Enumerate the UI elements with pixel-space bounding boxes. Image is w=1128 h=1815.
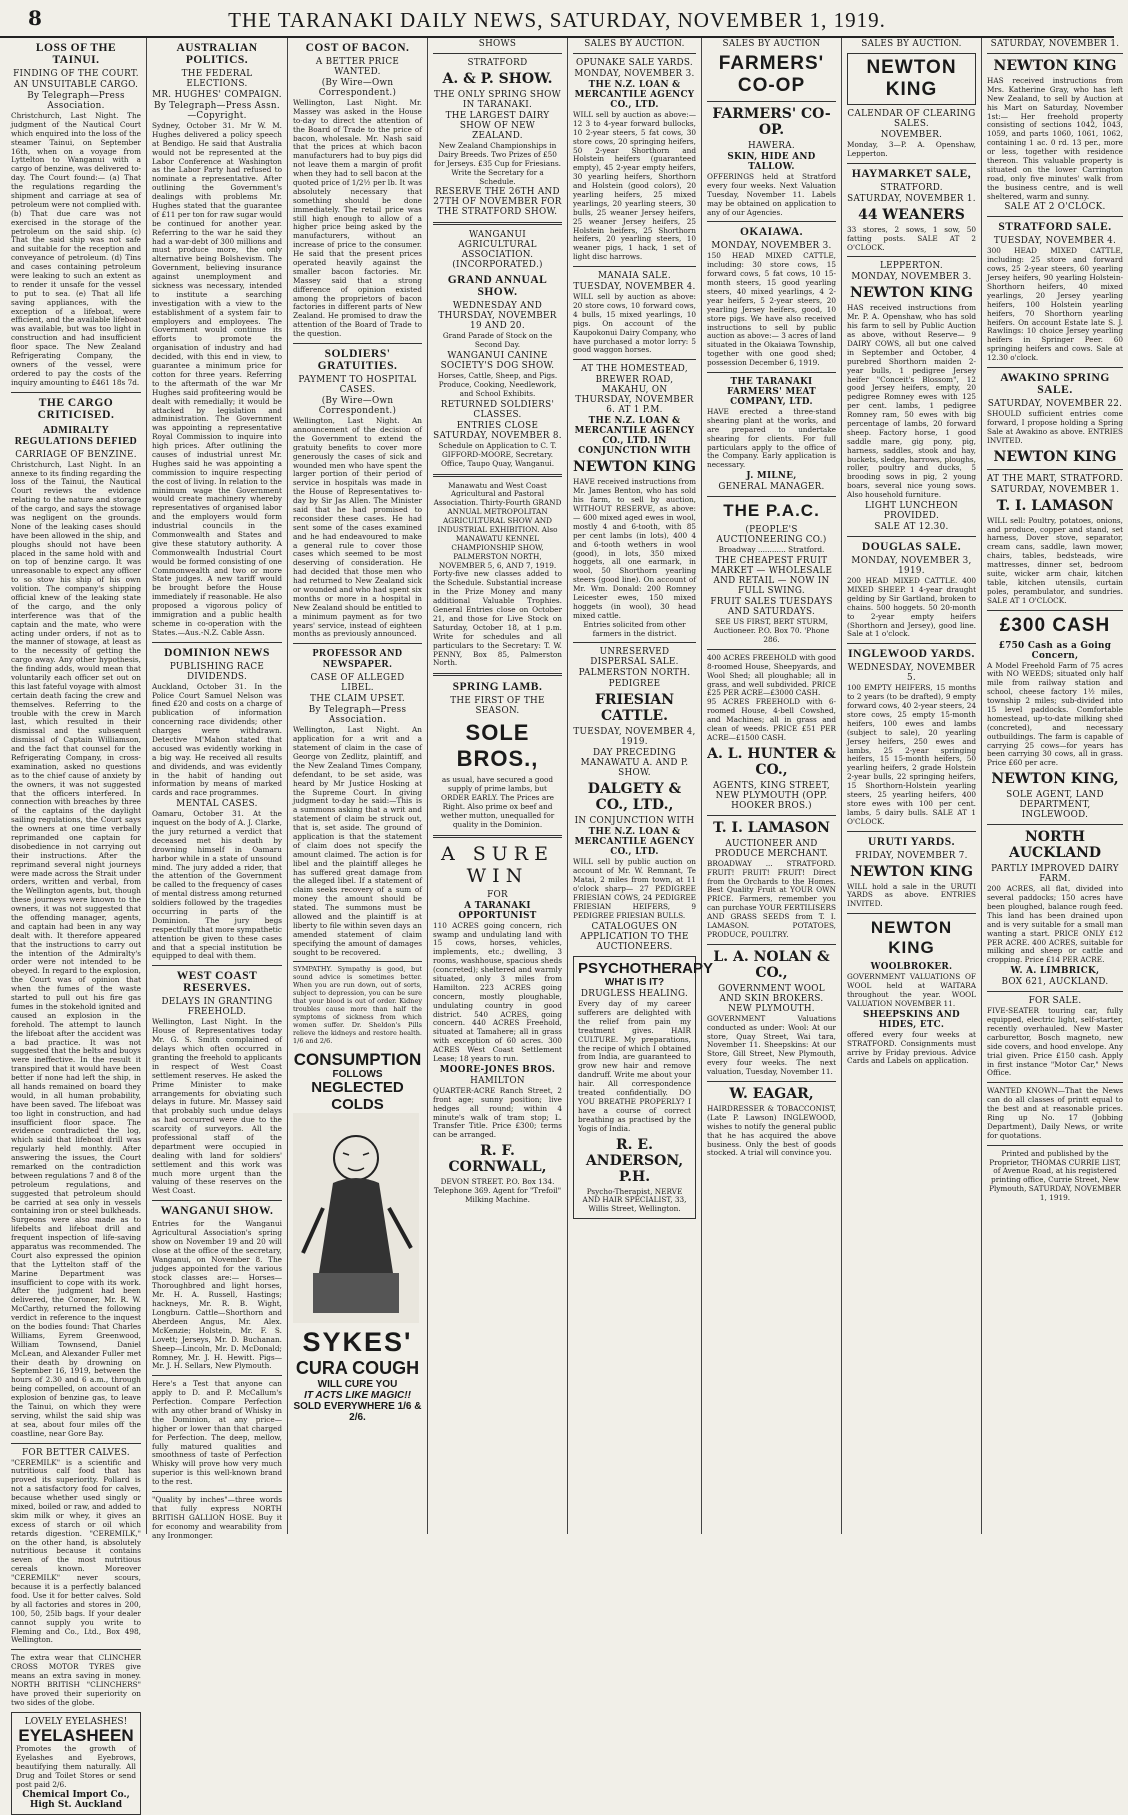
subhead-mental: MENTAL CASES. [176, 799, 258, 810]
saturday-nov1-b: SATURDAY, NOVEMBER 1. [990, 484, 1120, 495]
championships: New Zealand Championships in Dairy Breeds. Two Prizes of £50 for Jerseys. £35 Cup for Friesians. Write the Secretary for a Schedule. [433, 141, 562, 186]
newton-king-small: NEWTON KING [573, 459, 696, 476]
divider [987, 991, 1123, 992]
section-sales: SALES BY AUCTION. [584, 39, 685, 49]
subhead-finding: FINDING OF THE COURT. [13, 69, 139, 79]
awakino-sale: AWAKINO SPRING SALE. [1000, 372, 1110, 397]
ad-psychotherapy [573, 956, 714, 1220]
schedule-info: Schedule on Application to C. T. GIFFORD-MOORE, Secretary. Office, Taupo Quay, Wanganui. [438, 440, 557, 468]
article-admiralty: Christchurch, Last Night. In an annexe to its finding regarding the loss of the Tainui, the Nautical Court reviews the evidence relating to the nature and storage of the cargo, and says the stowage was negligent on the grounds. None of the leaking cases should have been allowed in the ship, and ploughs should not have been placed in the same hold with and on top of benzine cargo. It was unreasonable to expect any officer to so stow his ship of his own volition. The company's shipping official knew of the leaking state of the cargo, and the only interference was that of the captain and the mate, who were acting under orders, if not as to the manner of stowage, at least as to the necessity of getting the cargo away. Any other hypothesis, the finding adds, would mean that voluntarily each officer set out on this last fateful voyage with almost certain death facing the crew and themselves. Referring to the trouble with the crew in March last, which resulted in their dismissal and the subsequent dismissal of Captain Williamson, and the fact that counsel for the Refrigerating Company, in cross-examination, asked no questions as to the chief cause of anxiety by the owners, it was not suggested that the officers interfered. In connection with breaches by three of the captains of the daylight sailing regulations, the Court says the owners at one time verbally reprimanded one captain for disobedience in not carrying out their instructions. After the reprimand several night journeys were made across the Strait under orders, written and verbal, from the Wellington agents, but, though these journeys were known to the owners, it was not suggested that the offending manager, agents, and captain had been in any way dealt with. It therefore appeared that the instructions to carry out the intention of the Admiralty's order were not intended to be obeyed. In regard to the explosion, the Court was of opinion that when the fumes of the waste started to pull out his fire gas fumes in the stokehold ignited and caused an explosion in the forehold. The attempt to launch the lifeboat after the accident was a bad practice. It was not suggested that the belts and buoys were ineffective. In the result it transpired that it would have been better if none had left the ship, in all hands remained on board they would, in all human probability, have been saved. The lifeboat was too light in construction, and had insufficient floor space. The evidence contradicted the log, which said that lifeboat drill was regularly held monthly. After answering the issues, the Court remarked on the contradiction between regulations 7 and 8 of the petroleum regulations, and suggested that petroleum should be carried at sea only in vessels containing iron or steel bulkheads. Surgeons were also made as to lifebelts and lifeboat drill and frequent inspection of life-saving apparatus was recommended. The Court also expressed the opinion that the Lyttelton staff of the Marine Department was insufficient to cope with its work. After the judgment had been delivered, the Coroner, Mr. R. W. McCarthy, returned the following verdict in reference to the inquest on the bodies found: That Charles Williams, Eyrem Greenwood, William Townsend, Daniel McLean, and Alexander Fuller met their death by drowning on September 16, 1919, between the hours of 2.30 and 6 a.m., through being compelled, on account of an explosion of benzine gas, to leave the Tainui, on which they were serving, whilst the said ship was at sea, about four miles off the coastline, near Gore Bay. [11, 459, 141, 1438]
newton-king-awakino: NEWTON KING [993, 448, 1117, 465]
sykes-line2: CURA COUGH [295, 1358, 420, 1379]
divider [707, 372, 836, 373]
going-body: A Model Freehold Farm of 75 acres with NO WEEDS; situated only half mile from railway station and school, cheese factory 1½ miles, township 2 miles; sub-divided into 15 level paddocks. Comfortable homestead, up-to-date milking shed (concreted), and necessary outbuildings. The farm is capable of carrying 25 cows—for years has been carrying 30 cows, all in grass. Price £60 per acre. [987, 660, 1123, 768]
farmers-coop-title: FARMERS' CO-OP [718, 53, 825, 96]
ad-eyelasheen [11, 1712, 141, 1815]
november: NOVEMBER. [880, 130, 943, 140]
headline-west-coast: WEST COAST RESERVES. [176, 970, 258, 995]
anderson: R. E. ANDERSON, P.H. [585, 1136, 684, 1185]
article-gratuities: Wellington, Last Night. An announcement of the decision of the Government to extend the gratuity benefits to cover more generously the cases of sick and wounded men who have spent the larger portion of their period of service in hospitals was made in the House of Representatives to-day by Sir Jas Allen. The Minister said that he had promised to reconsider these cases. He had sent some of the cases examined and he had endeavoured to make a general rule to cover those cases which seemed to be most deserving of consideration. He had decided that those men who had returned to New Zealand sick or wounded and who had spent six months or more in a hospital in New Zealand should be entitled to a minimum payment as for two years' service, instead of eighteen months as previously announced. [293, 416, 422, 639]
calendar: CALENDAR OF CLEARING SALES. [847, 109, 976, 129]
grand-parade: Grand Parade of Stock on the Second Day. [442, 331, 553, 350]
sick-figure-illustration [293, 1113, 419, 1323]
headline-dominion: DOMINION NEWS [164, 646, 270, 659]
nz-loan-3: THE N.Z. LOAN & MERCANTILE AGENCY CO., LTD. [574, 827, 695, 858]
ap-show-title: A. & P. SHOW. [442, 71, 553, 87]
nz-loan: THE N.Z. LOAN & MERCANTILE AGENCY CO., LTD. [574, 80, 695, 110]
divider [987, 53, 1123, 54]
psycho-body: Every day of my career sufferers are delighted with the relief from pain my treatment gives. HAIR CULTURE. My preparations, the recipe of which I obtained from India, are guaranteed to grow new hair and remove dandruff. Write me about your hair. All correspondence treated confidentially. DO YOU BREATHE PROPERLY? I have a course of correct breathing as practised by the Yogis of India. [578, 999, 691, 1133]
monday-openshaw: Monday, 3—P. A. Openshaw, Lepperton. [847, 140, 976, 158]
drugless: DRUGLESS HEALING. [580, 989, 689, 1000]
article-politics: Sydney, October 31. Mr W. M. Hughes delivered a policy speech at Bendigo. He said that Australia would not be represented at the Labor Conference at Washington as the Labor Party had refused to nominate a representative. After outlining the Government's dealings with problems Mr. Hughes stated that the guarantee of £11 per ton for raw sugar would be continued for another year. Referring to the war he said they had a war-debt of 300 millions and must produce more, the only alternative being Bolshevism. The Government, believing insurance against unemployment and sickness was necessary, intended to institute a searching investigation with a view to the establishment of a system fair to employers and employees. The Government would continue its efforts to promote the organisation of industry and had decided, with this end in view, to guarantee a minimum price for cotton for three years. Referring to the aftermath of the war Mr Hughes said profiteering would be dealt with remedially; it would be attacked by legislation and administration. The Government was appointing a representative Royal Commission to inquire into high prices. After outlining the causes of industrial unrest Mr. Hughes said he was appointing a commission to inquire respecting the cost of living. In relation to the minimum wage the Government would create machinery whereby representatives of organised labor and the employers would form industrial councils in the Commonwealth and States and give these statutory authority. A Commonwealth Industrial Court would be formed consisting of one Commonwealth and two or more State judges. A new tariff would be brought before the House immediately if reasonable. He also proposed a vigorous policy of immigration and a public health scheme in co-operation with the States.—Aus.-N.Z. Cable Assn. [152, 121, 282, 637]
lepperton: LEPPERTON. [879, 261, 943, 272]
divider [707, 1081, 836, 1082]
show-dates: WEDNESDAY AND THURSDAY, NOVEMBER 19 AND 20. [438, 301, 557, 332]
douglas-list: 200 HEAD MIXED CATTLE. 400 MIXED SHEEP. 1 4-year draught gelding by Sir Gartland, broken to chains. 500 hoggets. 50 20-month to 2-year empty heifers (Shorthorn and Jersey), good line. Sale at 1 o'clock. [847, 576, 976, 639]
sheepskins: SHEEPSKINS AND HIDES, ETC. [863, 1009, 960, 1030]
page-number: 8 [28, 6, 42, 30]
eyelasheen-title: EYELASHEEN [18, 1725, 134, 1745]
returned-soldiers: RETURNED SOLDIERS' CLASSES. [440, 399, 555, 420]
sole-agent: SOLE AGENT, LAND DEPARTMENT, INGLEWOOD. [1006, 790, 1104, 821]
catalogues: CATALOGUES ON APPLICATION TO THE AUCTIONEERS. [580, 921, 689, 952]
lamason-body: BROADWAY ... STRATFORD. FRUIT! FRUIT! FRUIT! Direct from the Orchards to the Homes. Best Quality Fruit at YOUR OWN PRICE. Farmers, remember you can purchase YOUR FERTILISERS AND GRASS SEEDS from T. I. LAMASON. POTATOES, PRODUCE, POULTRY. [707, 858, 836, 939]
divider [11, 1649, 141, 1650]
headline-bacon: COST OF BACON. [305, 42, 410, 54]
north-body: 200 ACRES, all flat, divided into several paddocks; 150 acres have been ploughed, balance rough feed. This land has been drained upon and is very suitable for a small man wanting a start. PRICE ONLY £12 PER ACRE. 400 ACRES, suitable for milking and sheep or cattle and cropping. Price £14 PER ACRE. [987, 884, 1123, 965]
ad-sympathy: SYMPATHY. Sympathy is good, but sound advice is sometimes better. When you are run down, out of sorts, subject to depression, you can be sure that your blood is out of order. Kidney troubles cause more than half the symptoms of sickness from which women suffer. Dr. Sheldon's Pills relieve the kidneys and restore health. 1/6 and 2/6. [293, 965, 422, 1045]
psycho-title: PSYCHOTHERAPY [578, 959, 714, 977]
newton-king-woolbroker: NEWTON KING [870, 918, 953, 958]
column-2 [147, 38, 288, 1540]
newton-king-gray: NEWTON KING [993, 58, 1117, 74]
column-5 [568, 38, 714, 1534]
divider [11, 1443, 141, 1444]
headline-politics: AUSTRALIAN POLITICS. [176, 42, 258, 66]
woolbroker: WOOLBROKER. [870, 962, 953, 973]
monday-nov3: MONDAY, NOVEMBER 3. [851, 272, 972, 283]
divider [707, 815, 836, 816]
byline: (By Wire—Own Correspondent.) [318, 78, 397, 98]
friesian-list: WILL sell by public auction on account of Mr. W. Remnant, Te Matai, 2 miles from town, at 11 o'clock sharp— 27 PEDIGREE FRIESIAN COWS, 24 PEDIGREE FRIESIAN HEIFERS, 9 PEDIGREE FRIESIAN BULLS. [573, 857, 696, 920]
meat-company: THE TARANAKI FARMERS' MEAT COMPANY, LTD. [727, 377, 816, 408]
moore-jones: MOORE-JONES BROS. [439, 1064, 556, 1075]
skin-hide-tallow: SKIN, HIDE AND TALLOW. [727, 152, 816, 172]
headline-tainui: LOSS OF THE TAINUI. [35, 42, 117, 66]
friesian-cattle: FRIESIAN CATTLE. [594, 692, 675, 725]
general-manager: GENERAL MANAGER. [718, 482, 825, 493]
divider [433, 53, 562, 54]
canine-show: WANGANUI CANINE SOCIETY'S DOG SHOW. [440, 351, 555, 372]
unreserved-dispersal: UNRESERVED DISPERSAL SALE. [590, 647, 679, 668]
sheepskins-body: offered every four weeks at STRATFORD. Consignments must arrive by Friday previous. Advice Cards and Labels on application. [847, 1029, 976, 1066]
byline: (By Wire—Own Correspondent.) [318, 396, 397, 417]
headline-wanganui-show: WANGANUI SHOW. [160, 1205, 274, 1218]
divider [987, 469, 1123, 470]
milne: J. MILNE, [746, 471, 797, 482]
only-spring-show: THE ONLY SPRING SHOW IN TARANAKI. [433, 90, 562, 110]
monday-nov3-1919: MONDAY, NOVEMBER 3, 1919. [851, 556, 972, 577]
subhead-dividends: PUBLISHING RACE DIVIDENDS. [169, 661, 265, 682]
see-us-first: SEE US FIRST, BERT STURM, Auctioneer. P.O. Box 70. 'Phone 286. [713, 617, 830, 644]
largest-dairy-show: THE LARGEST DAIRY SHOW OF NEW ZEALAND. [445, 111, 550, 141]
at-the-mart: AT THE MART, STRATFORD. [987, 473, 1123, 484]
reserve-dates: RESERVE THE 26TH AND 27TH OF NOVEMBER FOR THE STRATFORD SHOW. [433, 187, 562, 218]
saturday-nov1: SATURDAY, NOVEMBER 1. [990, 39, 1120, 49]
nz-loan-2: THE N.Z. LOAN & MERCANTILE AGENCY CO., LTD. IN CONJUNCTION WITH [574, 416, 695, 457]
lamason-sub: AUCTIONEER AND PRODUCE MERCHANT. [714, 838, 829, 859]
divider [573, 53, 696, 54]
divider [152, 1375, 282, 1376]
manawatu-show: Manawatu and West Coast Agricultural and Pastoral Association. Thirty-Fourth GRAND ANNUAL METROPOLITAN AGRICULTURAL SHOW AND INDUSTRIAL EXHIBITION. Also MANAWATU KENNEL CHAMPIONSHIP SHOW, PALMERSTON NORTH, NOVEMBER 5, 6, AND 7, 1919. [433, 480, 562, 570]
eagar-body: HAIRDRESSER & TOBACCONIST, (Late P. Lawson) INGLEWOOD, wishes to notify the general public that he has acquired the above business. Only the best of goods stocked. A trial will convince you. [707, 1103, 836, 1158]
manawatu-body: Forty-five new classes added to the Schedule. Substantial increase in the Prize Money and many additional Valuable Trophies. General Entries close on October 21, and those for Live Stock on Saturday, October 18, at 1 p.m. Write for schedules and all particulars to the Secretary: T. W. PENNY, Box 85, Palmerston North. [433, 569, 562, 668]
section-sales: SALES BY AUCTION [722, 39, 821, 49]
consumption-line2: FOLLOWS [332, 1069, 383, 1081]
column-1 [6, 38, 147, 1810]
newton-king-banner: NEWTON KING [847, 53, 976, 105]
cornwall-address: DEVON STREET. P.O. Box 134. Telephone 369. Agent for "Trefoil" Milking Machine. [433, 1177, 562, 1204]
nolan-sub: GOVERNMENT WOOL AND SKIN BROKERS. NEW PLYMOUTH. [718, 983, 825, 1014]
divider [707, 221, 836, 222]
divider [987, 367, 1123, 368]
sure-body: 110 ACRES going concern, rich swamp and undulating land with 15 cows, horses, vehicles, implements, etc.; dwelling, 3 rooms, washhouse, spacious sheds (concreted); sheltered and warmly situated, only 3 miles from Hamilton. 223 ACRES going concern, mostly ploughable, undulating country in good district. 540 ACRES, going concern. 440 ACRES Freehold, situated at Tamahere; all in grass with exception of 60 acres. 300 ACRES West Coast Settlement Lease; 18 years to run. [433, 920, 562, 1063]
headline-admiralty: ADMIRALTY REGULATIONS DEFIED [14, 424, 138, 447]
hunter: A. L. HUNTER & CO., [707, 745, 836, 778]
divider [847, 913, 976, 914]
dalgety: DALGETY & CO., LTD., [587, 781, 682, 814]
divider [847, 831, 976, 832]
divider [433, 222, 562, 225]
haymarket-sale: HAYMARKET SALE, [851, 167, 972, 180]
monday-nov3: MONDAY, NOVEMBER 3. [711, 241, 832, 252]
stratford: STRATFORD. [880, 182, 943, 193]
sole-bros: SOLE BROS., [456, 720, 539, 772]
in-conjunction: IN CONJUNCTION WITH [574, 816, 695, 827]
ad-consumption [293, 1051, 422, 1424]
column-8 [982, 38, 1128, 1534]
for-sale: FOR SALE. [1028, 996, 1082, 1007]
entries-solicited: Entries solicited from other farmers in the district. [583, 619, 686, 638]
sykes-line4: IT ACTS LIKE MAGIC!! [304, 1390, 411, 1402]
manaia-sale: MANAIA SALE. [597, 271, 672, 282]
manaia-list: WILL sell by auction as above: 20 store cows, 10 forward cows, 4 bulls, 15 mixed yearlings, 10 pigs. On account of the Kaupokonui Dairy Company, who have purchased a motor lorry: 5 good waggon horses. [573, 292, 696, 355]
going-concern: £750 Cash as a Going Concern, [998, 640, 1112, 661]
divider [987, 824, 1123, 825]
wednesday-nov5: WEDNESDAY, NOVEMBER 5. [847, 663, 976, 684]
okaiawa: OKAIAWA. [739, 226, 804, 239]
divider [707, 101, 836, 102]
spring-lamb: SPRING LAMB. [452, 681, 543, 694]
column-4 [428, 38, 568, 1534]
ad-hose: "Quality by inches"—three words that fully express NORTH BRITISH GALLION HOSE. Buy it for economy and wearability from any Ironmonger. [152, 1495, 282, 1540]
monday-nov3: MONDAY, NOVEMBER 3. [574, 69, 695, 79]
anderson-sub: Psycho-Therapist, NERVE AND HAIR SPECIALIST, 33, Willis Street, Wellington. [582, 1186, 687, 1214]
divider [847, 256, 976, 257]
subhead-better-price: A BETTER PRICE WANTED. [315, 57, 400, 77]
quarter-acre: QUARTER-ACRE Ranch Street, 2 front age; sunny position; live hedges all round; within 4 minute's walk of tram stop; L. Transfer Title. Price £300; terms can be arranged. [433, 1085, 562, 1140]
pac-sub: (PEOPLE'S AUCTIONEERING CO.) [716, 525, 827, 546]
palmerston-north: PALMERSTON NORTH. [578, 668, 691, 679]
weaners-list: 33 stores, 2 sows, 1 sow, 50 fatting posts. SALE AT 2 O'CLOCK. [847, 224, 976, 252]
mart-list: WILL sell: Poultry, potatoes, onions, and produce, copper and stand, set harness, Dover stove, separator, cream cans, saddle, lawn mower, chairs, tables, bedsteads, wire mattresses, dinner set, bedroom suite, wicker arm chair, kitchen table, kitchen utensils, curtain poles, perambulator, and sundries. SALE AT 1 O'CLOCK. [987, 515, 1123, 605]
section-shows: SHOWS [478, 39, 517, 49]
divider [152, 1491, 282, 1492]
cash-300: £300 CASH [999, 614, 1111, 636]
weaners: 44 WEANERS [858, 206, 965, 223]
divider [847, 536, 976, 537]
divider [293, 643, 422, 644]
what-is-it: WHAT IS IT? [604, 977, 665, 989]
article-west-coast: Wellington, Last Night. In the House of Representatives today Mr. G. S. Smith complained of delays which often occurred in granting the freehold to applicants in respect of West Coast settlement reserves. He asked the Prime Minister to make arrangements for obviating such delays in future. Mr. Massey said that probably such undue delays as had occurred were due to the scarcity of surveyors. All the professional staff of the department were occupied in dealing with land for soldiers' settlement and this work was much more urgent than the valuing of these reserves on the West Coast. [152, 1017, 282, 1196]
divider [433, 474, 562, 477]
hunter-sub: AGENTS, KING STREET, NEW PLYMOUTH (OPP. HOOKER BROS.) [713, 780, 830, 811]
divider [847, 163, 976, 164]
broadway: Broadway ............ Stratford. [718, 545, 825, 555]
nolan-body: GOVERNMENT Valuations conducted as under: Wool: At our store, Quay Street, Wai tara, November 11. Sheepskins: At our Store, Gill Street, New Plymouth, every four weeks. The next valuation, Tuesday, November 11. [707, 1013, 836, 1077]
divider [433, 673, 562, 676]
tuesday-nov4-1919: TUESDAY, NOVEMBER 4, 1919. [573, 727, 696, 748]
hamilton: HAMILTON [470, 1075, 525, 1086]
for-sale-body: FIVE-SEATER touring car, fully equipped, electric light, self-starter, recently overhauled. New Master carburettor, Bosch magneto, new side covers, and hood envelope. Any trial given. Price £150 cash. Apply in first instance "Motor Car," News Office. [987, 1006, 1123, 1078]
douglas-sale: DOUGLAS SALE. [861, 541, 962, 554]
entries-close: ENTRIES CLOSE SATURDAY, NOVEMBER 8. [433, 420, 562, 441]
katherine-gray: HAS received instructions from Mrs. Katherine Gray, who has left New Zealand, to sell by Auction at his Mart on Saturday, November 1st:— Her freehold property consisting of sections 1042, 1043, 1059, and parts 1060, 1061, 1062, containing 1 ac. 0 rd. 13 per., more or less, together with residence thereon. This valuable property is situated on the lower Carrington road, only five minutes' walk from the business centre, and is well sheltered, warm and sunny. [987, 76, 1123, 201]
pedigree: PEDIGREE [608, 679, 661, 690]
skin-body: OFFERINGS held at Stratford every four weeks. Next Valuation Tuesday, November 11. Labels may be obtained on application to any of our Agencies. [707, 172, 836, 217]
divider [987, 610, 1123, 611]
stratford-sale: STRATFORD SALE. [998, 221, 1112, 234]
headline-gratuities: SOLDIERS' GRATUITIES. [317, 348, 398, 373]
divider [433, 835, 562, 838]
friday-nov7: FRIDAY, NOVEMBER 7. [855, 850, 968, 861]
sale-2: SALE AT 2 O'CLOCK. [1004, 202, 1106, 213]
article-mental: Oamaru, October 31. At the inquest on the body of A. J. Clarke, the jury returned a verdict that deceased met his death by drowning himself in Oamaru harbor while in a state of unsound mind. The jury added a rider, that the attention of the Government be called to the frequency of cases of mental distress among returned soldiers followed by the tragedies occurring in parts of the Dominion. The jury begs respectfully that more sympathetic attention be given to these cases and that a special institution be equipped to deal with them. [152, 809, 282, 961]
stratford-label: STRATFORD [467, 58, 528, 68]
article-bacon: Wellington, Last Night. Mr. Massey was asked in the House to-day to direct the attention of the Board of Trade to the price of bacon, wholesale. Mr. Nash said that the prices at which bacon manufacturers had to buy pigs did not leave them a margin of profit when they had to sell bacon at the quoted price of 1/2½ per lb. It was absolutely necessary that something should be done immediately. The retail price was still high enough to allow of a higher price being asked by the manufacturers, without an increase of price to the consumer. He said that the present prices operated heavily against the smaller bacon factories. Mr. Massey said that a strong difference of opinion existed among the proprietors of bacon factories in different parts of New Zealand. He promised to draw the attention of the Board of Trade to the question. [293, 98, 422, 339]
awakino-body: SHOULD sufficient entries come forward, I propose holding a Spring Sale at Awakino as above. ENTRIES INVITED. [987, 409, 1123, 445]
eagar: W. EAGAR, [729, 1085, 814, 1102]
divider [847, 643, 976, 644]
headline-calves: FOR BETTER CALVES. [22, 1447, 130, 1458]
subhead-cargo: AN UNSUITABLE CARGO. [13, 80, 139, 90]
ad-perfection: Here's a Test that anyone can apply to D. and P. McCallum's Perfection. Compare Perfection with any other brand of Whisky in the Dominion, at any price—higher or lower than that charged for Perfection. The deep, mellow, fully matured qualities and smoothness of taste of Perfection Whisky will prove how very much superior is this well-known brand to the rest. [152, 1379, 282, 1487]
taranaki-opportunist: A TARANAKI OPPORTUNIST [458, 900, 537, 921]
divider [293, 343, 422, 344]
divider [987, 1082, 1123, 1083]
brewer-road: BREWER ROAD, MAKAHU, ON THURSDAY, NOVEMBER 6. AT 1 P.M. [575, 375, 694, 416]
cheapest-fruit: THE CHEAPEST FRUIT MARKET — WHOLESALE AND RETAIL — NOW IN FULL SWING. [710, 556, 833, 597]
ad-ceremilk: "CEREMILK" is a scientific and nutritious calf food that has proved its superiority. Pollard is not a satisfactory food for calves, because whether used singly or mixed, boiled or raw, and added to skim milk or whey, it gives an excess of starch or oil which retards digestion. "CEREMILK," on the other hand, is absolutely nutritious because it contains seven of the most nutritious cereals known. Moreover "CEREMILK" never scours, because it is a perfectly balanced food. Use it for better calves. Sold by all factories and stores in 200, 100, 50, 25lb bags. If your dealer cannot supply you write to Fleming and Co., Ltd., Box 498, Wellington. [11, 1457, 141, 1645]
article-wanganui-show: Entries for the Wanganui Agricultural Association's spring show on November 19 and 20 will close at the office of the secretary, Wanganui, on November 8. The judges appointed for the various stock classes are:— Horses—Thoroughbred and light horses, Mr. H. A. Russell, Hastings; hackneys, Mr. R. B. Wight, Longburn. Cattle—Shorthorn and Aberdeen Angus, Mr. Alex. McKenzie; Holstein, Mr. F. S. Lovett; Jerseys, Mr. D. Buchanan. Sheep—Lincoln, Mr. D. McDonald; Romney, Mr. J. H. Hewitt. Pigs—Mr. J. H. Sellars, New Plymouth. [152, 1219, 282, 1371]
cornwall: R. F. CORNWALL, [448, 1143, 547, 1176]
nolan: L. A. NOLAN & CO., [713, 948, 830, 981]
wanted-known: WANTED KNOWN—That the News can do all classes of printt equal to the best and at reasonable prices. Ring up No. 17 (Jobbing Department), Daily News, or write for quotations. [987, 1086, 1123, 1140]
section-sales: SALES BY AUCTION. [861, 39, 962, 49]
eyelasheen-address: Chemical Import Co., High St. Auckland [22, 1789, 130, 1810]
eyelash-tag: LOVELY EYELASHES! [24, 1716, 128, 1727]
tuesday-nov4: TUESDAY, NOVEMBER 4. [573, 282, 696, 293]
limbrick: W. A. LIMBRICK, [1010, 966, 1100, 977]
article-dividends: Auckland, October 31. In the Police Court Samuel Nelson was fined £20 and costs on a charge of publication of information concerning race dividends; other charges were withdrawn. Detective M'Mahon stated that accused was evidently working in a big way. He received all results and dividends, and was evidently in the habit of handing out information by means of marked cards and race programmes. [152, 681, 282, 798]
divider [987, 216, 1123, 217]
divider [152, 642, 282, 643]
govt-valuations: GOVERNMENT VALUATIONS OF WOOL held at WAITARA throughout the year. WOOL VALUATION NOVEMBER 11. [847, 972, 976, 1008]
divider [293, 961, 422, 962]
opunake-list: WILL sell by auction as above:— 12 3 to 4-year forward bullocks, 10 2-year steers, 5 fat cows, 30 store cows, 20 springing heifers, 50 2-year Shorthorn and Holstein heifers (guaranteed empty), 45 2-year empty heifers, 30 yearling heifers, Shorthorn and Holstein (good colors), 20 yearling heifers, 25 mixed yearlings, 20 yearling steers, 30 bulls, 25 weaner Jersey heifers, 25 weaner Jersey heifers, 25 Holstein heifers, 25 Shorthorn heifers, 20 yearling steers, 10 weaner pigs, 1 hack, 1 set of light disc harrows. [573, 110, 696, 262]
newton-king-uruti: NEWTON KING [850, 863, 973, 880]
lepperton-list: HAS received instructions from Mr. P. A. Openshaw, who has sold his farm to sell by Public Auction as above, without Reserve— 9 DAIRY COWS, all but one calved in September and October, 4 purebred Shorthorn maiden 2-year bulls, 1 pedigree Jersey heifer "Conceit's Blossom", 12 good Jersey heifers, empty, 20 pedigree Romney ewes with 125 per cent. lambs, 1 pedigree Romney ram, 50 ewes with big percentage of lambs, 20 forward sheep. Factory horse, 1 good saddle mare, gig pony, pig, harness, saddles, stook and hay, buckets, sledge, harrows, ploughs, roller, poultry and ducks, 5 brooding sows in pig, 2 young boars, several nice young sows. Also household furniture. [847, 303, 976, 500]
inglewood-list: 100 EMPTY HEIFERS, 15 months to 2 years (to be drafted), 9 empty forward cows, 40 2-year steers, 24 store cows, 25 empty 15-month heifers, 100 ewes and lambs (subject to sale), 20 yearling Jersey heifers, 250 ewes and lambs, 25 2-year springing heifers, 15 15-month heifers, 50 yearling heifers, 2 grade Holstein 2-year bulls, 22 springing heifers, 15 Shorthorn-Holstein yearling steers, 25 yearling heifers, 400 store ewes with 100 per cent. lambs, 5 dairy bulls. SALE AT 1 O'CLOCK. [847, 683, 976, 826]
subhead-benzine: CARRIAGE OF BENZINE. [15, 449, 137, 460]
opunake-yards: OPUNAKE SALE YARDS. [575, 58, 694, 68]
column-3 [288, 38, 428, 1534]
divider [987, 1145, 1123, 1146]
day-preceding: DAY PRECEDING MANAWATU A. AND P. SHOW. [580, 748, 689, 779]
brewer-list: HAVE received instructions from Mr. James Benton, who has sold his farm, to sell by auction, WITHOUT RESERVE, as above:— 600 mixed aged ewes in wool, mostly 4 and 6-tooth, with 85 per cent lambs (in lots), 400 4 and 6-tooth wethers in wool (good), in lots, 350 mixed hoggets, all one earmark, in wool, 50 Shorthorn yearling steers (good line). On account of Mr. Wm. Donald: 200 Romney Leicester ewes, 150 mixed hoggets (in wool), 30 head mixed cattle. [573, 477, 696, 620]
sykes-line3: WILL CURE YOU [317, 1379, 398, 1391]
saturday-nov1: SATURDAY, NOVEMBER 1. [847, 193, 976, 204]
eyelasheen-body: Promotes the growth of Eyelashes and Eyebrows, beautifying them naturally. All Drug and Toilet Stores or send post paid 2/6. [16, 1744, 136, 1789]
uruti-yards: URUTI YARDS. [868, 835, 955, 848]
headline-cargo-criticised: THE CARGO CRITICISED. [37, 396, 115, 421]
divider [707, 496, 836, 497]
newton-king-lepperton: NEWTON KING [850, 285, 973, 302]
divider [152, 1200, 282, 1201]
sykes-line5: SOLD EVERYWHERE 1/6 & 2/6. [293, 1401, 422, 1424]
fruit-sales: FRUIT SALES TUESDAYS AND SATURDAYS. [710, 597, 833, 618]
subhead-libel: CASE OF ALLEGED LIBEL. [310, 673, 405, 694]
inglewood-yards: INGLEWOOD YARDS. [848, 648, 975, 661]
subhead-freehold: DELAYS IN GRANTING FREEHOLD. [161, 997, 273, 1018]
show-exhibits: Horses, Cattle, Sheep, and Pigs. Produce, Cooking, Needlework, and School Exhibits. [437, 371, 558, 399]
t-i-lamason: T. I. LAMASON [996, 497, 1114, 514]
ad-clincher: The extra wear that CLINCHER CROSS MOTOR TYRES give means an extra saving in money. NORTH BRITISH "CLINCHERS" have proved their superiority on two sides of the globe. [11, 1653, 141, 1707]
hawera: HAWERA. [747, 141, 795, 151]
article-tainui: Christchurch, Last Night. The judgment of the Nautical Court which enquired into the loss of the steamer Tainui, on September 16th, when on a voyage from Lyttelton to Wanganui with a cargo of benzine, was delivered to-day. The Court found:— (a) That the regulations regarding the shipment and carriage at sea of petroleum were not complied with. (b) That due care was not exercised in the storage of the petroleum on the said ship. (c) That the said ship was not safe and suitable for the reception and conveyance of petroleum. (d) Tins and cases containing petroleum were leaking to such an extent as to render it unsafe for the vessel to put to sea. (e) That all life saving appliances, with the exception of a lifeboat, were efficient, and the available lifeboat was available, but was too light in construction and had insufficient floor space. The New Zealand Refrigerating Company, the owners of the vessel, were ordered to pay the costs of the inquiry amounting to £461 18s 7d. [11, 111, 142, 387]
okaiawa-list: 150 HEAD MIXED CATTLE, including: 30 store cows, 15 forward cows, 5 fat cows, 10 15-month steers, 15 good yearling steers, 40 mixed yearlings, 4 2-year heifers, 5 2-year steers, 20 yearling Jersey heifers, good, 10 store pigs. We have also received instructions to sell by public auction as above:— 3 acres of land situated in the Okaiawa Township, together with one good shed; possession December 6, 1919. [707, 251, 836, 368]
consumption-line3: NEGLECTED COLDS [311, 1079, 404, 1113]
subhead-hospital: PAYMENT TO HOSPITAL CASES. [298, 375, 417, 396]
masthead [0, 0, 1114, 38]
article-libel: Wellington, Last Night. An application for a writ and a statement of claim in the case of George von Zedlitz, plaintiff, and the New Zealand Times Company, defendant, to be set aside, was heard by Mr Justice Hosking at the Supreme Court. In giving judgment to-day he said:—This is a summons asking that a writ and statement of claim be struck out, that is, set aside. The ground of application is that the statement of claim does not specify the amount claimed. The action is for libel and the plaintiff alleges he has suffered great damage from the alleged libel. If a statement of claim seeks recovery of a sum of money the amount should be stated. The summons must be allowed and the plaintiff is at liberty to file within seven days an amended statement of claim specifying the amount of damages sought to be recovered. [293, 725, 422, 957]
acres-400: 400 ACRES FREEHOLD with good 8-roomed House, Sheepyards, and Wool Shed; all ploughable; all in grass, and well subdivided. PRICE £25 PER ACRE—£3000 CASH. [707, 652, 836, 698]
meat-body: HAVE erected a three-stand shearing plant at the works, and are prepared to undertake shearing for clients. For full particulars apply to the office of the Company. Early application is necessary. [707, 407, 836, 470]
north-auckland: NORTH AUCKLAND [1008, 829, 1102, 862]
grand-annual-show: GRAND ANNUAL SHOW. [447, 274, 548, 299]
pac-title: THE P.A.C. [723, 501, 820, 521]
byline: By Telegraph—Press Assn.—Copyright. [153, 101, 280, 121]
lamason: T. I. LAMASON [713, 819, 830, 836]
divider [11, 392, 141, 393]
divider [573, 642, 696, 643]
sole-body: as usual, have secured a good supply of prime lambs, but ORDER EARLY. The Prices are Right. Also prime ox beef and wether mutton, unequalled for quality in the Dominion. [440, 775, 555, 829]
subhead-claim: THE CLAIM UPSET. [310, 694, 405, 705]
first-of-season: THE FIRST OF THE SEASON. [450, 696, 545, 717]
divider [152, 965, 282, 966]
printed-by: Printed and published by the Proprietor, THOMAS CURRIE LIST, of Avenue Road, at his registered printing office, Currie Street, New Plymouth, SATURDAY, NOVEMBER 1, 1919. [989, 1148, 1121, 1203]
divider [573, 266, 696, 267]
partly-improved: PARTLY IMPROVED DAIRY FARM. [991, 864, 1119, 885]
light-luncheon: LIGHT LUNCHEON PROVIDED. [864, 501, 959, 522]
acres-95: 95 ACRES FREEHOLD with 6-roomed House, 4-bell Cowshed, and Machines; all in grass and clean of weeds. PRICE £51 PER ACRE—£1500 CASH. [707, 697, 836, 742]
sure-win: A SURE WIN [441, 842, 554, 887]
limbrick-sub: BOX 621, AUCKLAND. [1001, 977, 1109, 988]
stratford-list: 300 HEAD MIXED CATTLE, including: 25 store and forward cows, 25 2-year steers, 60 yearling Jersey heifers, 90 yearling Holstein-Shorthorn heifers, 40 mixed yearlings, 20 Jersey yearling heifers, 100 Holstein yearling heifers, 70 Shorthorn yearling heifers. On account Estate late S. J. Rawlings: 10 choice Jersey yearling heifers in Springer Peer. 60 springing heifers and cows. Sale at 12.30 o'clock. [987, 246, 1123, 363]
subhead-hughes: MR. HUGHES' COMPAIGN. [152, 90, 282, 100]
divider [707, 944, 836, 945]
consumption-line1: CONSUMPTION [293, 1049, 422, 1069]
column-6 [702, 38, 842, 1534]
sykes-line1: SYKES' [302, 1327, 413, 1358]
divider [573, 359, 696, 360]
saturday-nov22: SATURDAY, NOVEMBER 22. [987, 399, 1123, 410]
masthead-title: THE TARANAKI DAILY NEWS, SATURDAY, NOVEMBER 1, 1919. [228, 8, 886, 32]
sale-1230: SALE AT 12.30. [874, 522, 949, 533]
wanganui-association: WANGANUI AGRICULTURAL ASSOCIATION. (INCORPORATED.) [452, 230, 543, 271]
at-homestead: AT THE HOMESTEAD, [581, 364, 688, 375]
newton-king-inglewood: NEWTON KING, [991, 771, 1119, 788]
divider [707, 649, 836, 650]
tuesday-nov4: TUESDAY, NOVEMBER 4. [993, 236, 1117, 247]
farmers-coop: FARMERS' CO-OP. [712, 106, 831, 138]
byline: By Telegraph—Press Association. [27, 91, 125, 111]
headline-professor: PROFESSOR AND NEWSPAPER. [312, 648, 403, 671]
column-7 [842, 38, 982, 1534]
byline: By Telegraph—Press Association. [308, 705, 407, 726]
sure-for: FOR [487, 889, 508, 900]
columns [6, 38, 1123, 1810]
subhead-elections: THE FEDERAL ELECTIONS. [181, 69, 253, 89]
uruti-body: WILL hold a sale in the URUTI YARDS as above. ENTRIES INVITED. [847, 881, 976, 909]
